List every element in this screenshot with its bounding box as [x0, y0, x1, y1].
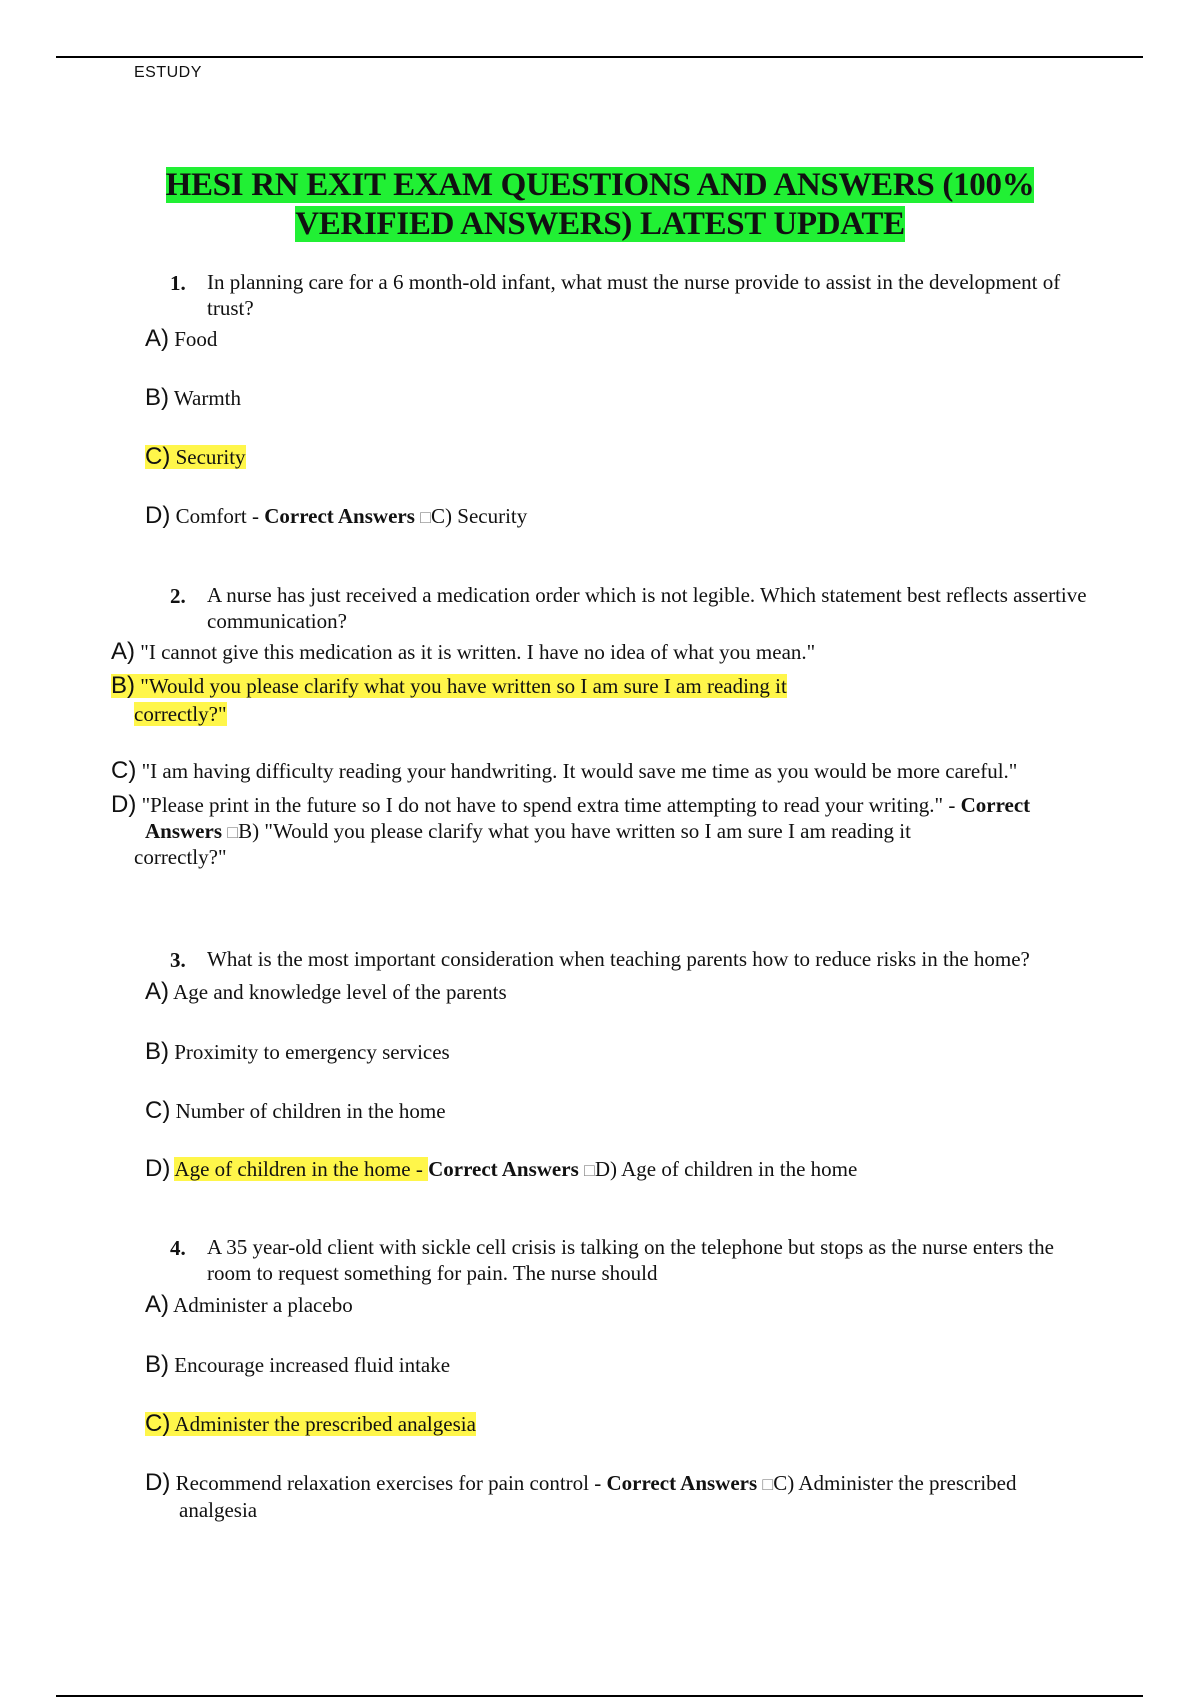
option-letter: A)	[145, 325, 169, 352]
option-text: Age of children in the home -	[174, 1157, 429, 1181]
option-letter: B)	[145, 1351, 169, 1378]
option-text: "Would you please clarify what you have written so I am sure I am reading it	[140, 674, 787, 698]
correct-answers-label: Answers	[145, 819, 222, 843]
option-b	[145, 385, 241, 411]
option-text: "Please print in the future so I do not have to spend extra time attempting to read your writing." -	[141, 793, 961, 817]
correct-answer-line	[145, 818, 911, 845]
option-a	[145, 979, 507, 1005]
correct-answers-label: Correct Answers	[606, 1471, 758, 1495]
correct-answer-continued	[179, 1497, 257, 1523]
header-label: ESTUDY	[134, 64, 202, 81]
option-a	[145, 1292, 353, 1318]
option-c	[111, 758, 1017, 784]
option-letter: C)	[145, 1097, 171, 1124]
option-text: Food	[174, 327, 218, 351]
option-c	[145, 444, 246, 470]
option-d	[145, 1470, 1016, 1497]
title-line-2: VERIFIED ANSWERS) LATEST UPDATE	[295, 206, 905, 242]
option-b	[111, 673, 787, 699]
option-letter: B)	[111, 672, 135, 699]
correct-answer-text: B) "Would you please clarify what you have written so I am sure I am reading it	[238, 819, 911, 843]
question-text: In planning care for a 6 month-old infant, what must the nurse provide to assist in the development of trust?	[207, 270, 1061, 320]
option-a	[111, 639, 815, 665]
question-number: 4.	[170, 1236, 186, 1260]
bottom-rule	[56, 1695, 1143, 1697]
correct-answers-label: Correct Answers	[264, 504, 415, 528]
correct-answer-text: correctly?"	[134, 845, 227, 869]
checkbox-box-icon: □	[584, 1160, 595, 1180]
option-text: Administer a placebo	[173, 1293, 353, 1317]
correct-answers-label: Correct Answers	[428, 1157, 579, 1181]
option-c	[145, 1411, 476, 1437]
option-text: Encourage increased fluid intake	[174, 1353, 451, 1377]
option-letter: B)	[145, 1038, 169, 1065]
option-letter: C)	[111, 757, 137, 784]
option-letter: D)	[145, 502, 171, 529]
question-text: A 35 year-old client with sickle cell crisis is talking on the telephone but stops as the nurse enters the room to request something for pain. The nurse should	[207, 1235, 1054, 1285]
option-text: Age and knowledge level of the parents	[173, 980, 507, 1004]
option-text: "I am having difficulty reading your handwriting. It would save me time as you would be more careful."	[141, 759, 1018, 783]
top-rule	[56, 56, 1143, 58]
option-letter: C)	[145, 443, 171, 470]
option-letter: D)	[145, 1469, 171, 1496]
option-text: Security	[175, 445, 246, 469]
correct-answer-continued	[134, 844, 227, 870]
correct-answer-text: analgesia	[179, 1498, 258, 1522]
option-letter: D)	[145, 1155, 171, 1182]
option-text: correctly?"	[134, 702, 227, 726]
option-letter: A)	[145, 1291, 169, 1318]
option-b	[145, 1352, 450, 1378]
option-letter: A)	[145, 978, 169, 1005]
correct-answer-text: C) Security	[431, 504, 528, 528]
option-text: Administer the prescribed analgesia	[174, 1412, 476, 1436]
option-c	[145, 1098, 446, 1124]
option-d	[111, 792, 1030, 818]
option-b-continued	[134, 701, 227, 727]
option-text: "I cannot give this medication as it is written. I have no idea of what you mean."	[140, 640, 816, 664]
option-text: Recommend relaxation exercises for pain control -	[175, 1471, 607, 1495]
option-letter: A)	[111, 638, 135, 665]
title-line-1: HESI RN EXIT EXAM QUESTIONS AND ANSWERS (100%	[165, 167, 1035, 203]
option-text: Warmth	[173, 386, 241, 410]
option-text: Comfort -	[175, 504, 265, 528]
option-text: Proximity to emergency services	[174, 1040, 450, 1064]
option-letter: D)	[111, 791, 137, 818]
question-text: What is the most important consideration when teaching parents how to reduce risks in the home?	[207, 947, 1030, 971]
question-number: 1.	[170, 271, 186, 295]
option-d	[145, 503, 527, 530]
checkbox-box-icon: □	[420, 507, 432, 527]
checkbox-box-icon: □	[762, 1474, 774, 1494]
correct-answer-text: D) Age of children in the home	[594, 1157, 858, 1181]
option-b	[145, 1039, 450, 1065]
correct-answer-text: C) Administer the prescribed	[773, 1471, 1017, 1495]
checkbox-box-icon: □	[227, 822, 239, 842]
option-a	[145, 326, 217, 352]
document-title	[100, 166, 1100, 244]
question-text: A nurse has just received a medication order which is not legible. Which statement best reflects assertive communication?	[207, 583, 1087, 633]
question-number: 2.	[170, 584, 186, 608]
option-letter: C)	[145, 1410, 171, 1437]
question-number: 3.	[170, 948, 186, 972]
correct-answers-label: Correct	[960, 793, 1031, 817]
option-letter: B)	[145, 384, 169, 411]
option-text: Number of children in the home	[175, 1099, 446, 1123]
option-d	[145, 1156, 857, 1183]
